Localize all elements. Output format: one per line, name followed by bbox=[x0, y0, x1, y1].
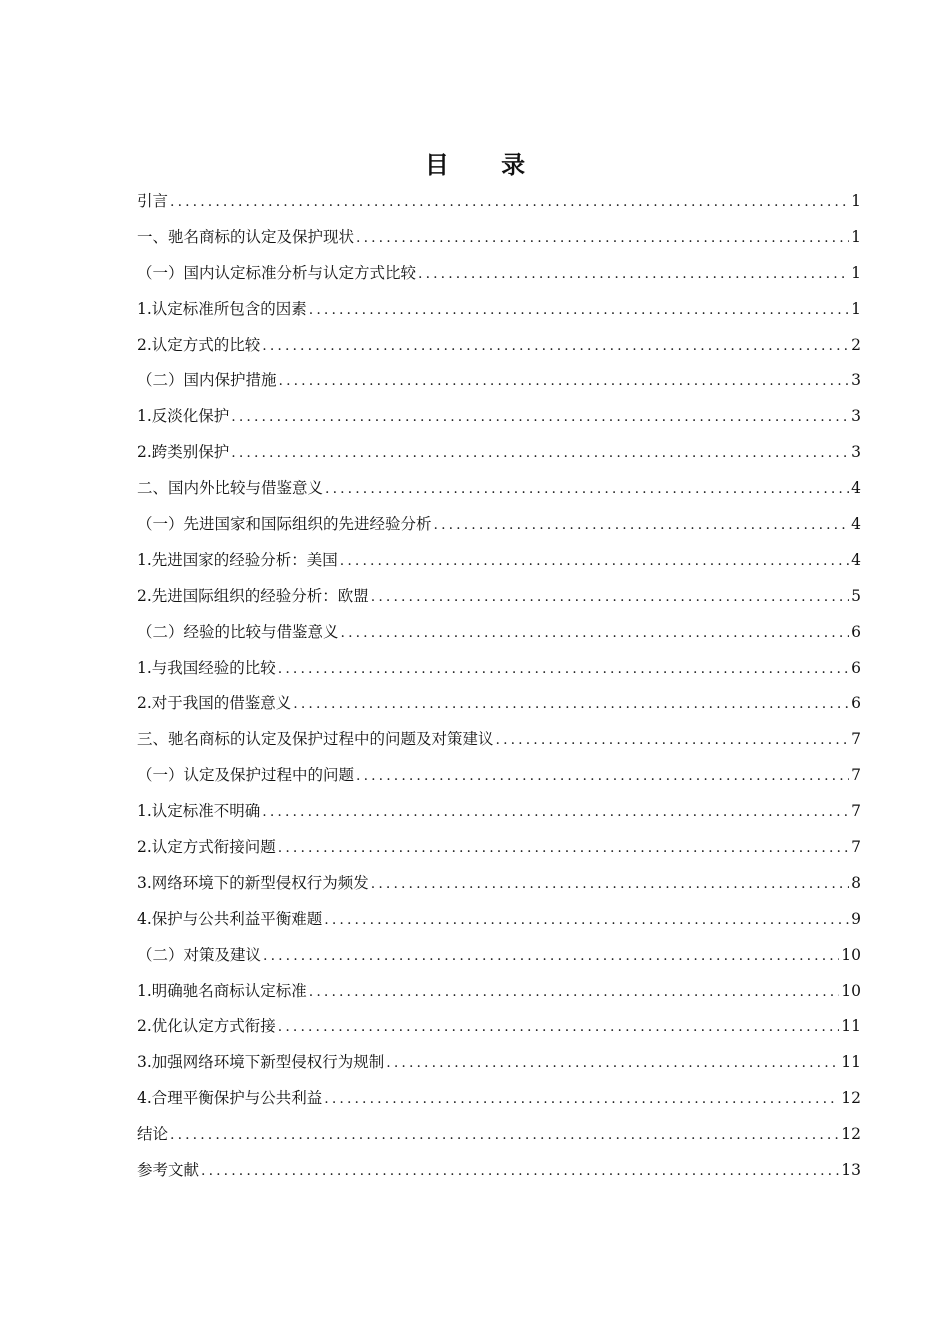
toc-entry[interactable] bbox=[137, 902, 861, 938]
toc-entry-page-number: 7 bbox=[851, 730, 861, 749]
toc-entry[interactable] bbox=[137, 974, 861, 1010]
toc-entry-label: 1.先进国家的经验分析：美国 bbox=[137, 550, 338, 569]
toc-entry[interactable] bbox=[137, 579, 861, 615]
toc-entry-label: 2.先进国际组织的经验分析：欧盟 bbox=[137, 586, 369, 605]
dot-leader bbox=[325, 472, 849, 508]
toc-entry[interactable] bbox=[137, 363, 861, 399]
dot-leader bbox=[170, 185, 849, 221]
toc-entry-label: 二、国内外比较与借鉴意义 bbox=[137, 479, 324, 498]
toc-entry[interactable] bbox=[137, 184, 861, 220]
toc-entry-page-number: 1 bbox=[851, 263, 861, 282]
toc-entry-page-number: 6 bbox=[851, 694, 861, 713]
toc-entry-page-number: 6 bbox=[851, 658, 861, 677]
toc-entry-page-number: 3 bbox=[851, 407, 861, 426]
toc-entry-label: 4.合理平衡保护与公共利益 bbox=[137, 1089, 323, 1108]
toc-entry-page-number: 8 bbox=[851, 873, 861, 892]
toc-entry-label: 4.保护与公共利益平衡难题 bbox=[137, 909, 323, 928]
toc-entry[interactable] bbox=[137, 1153, 861, 1189]
toc-entry[interactable] bbox=[137, 471, 861, 507]
toc-entry[interactable] bbox=[137, 830, 861, 866]
toc-entry[interactable] bbox=[137, 399, 861, 435]
toc-entry-page-number: 7 bbox=[851, 838, 861, 857]
dot-leader bbox=[231, 400, 849, 436]
toc-entry-page-number: 12 bbox=[841, 1125, 861, 1144]
dot-leader bbox=[293, 687, 849, 723]
toc-entry[interactable] bbox=[137, 1117, 861, 1153]
dot-leader bbox=[324, 903, 849, 939]
toc-entry[interactable] bbox=[137, 1009, 861, 1045]
toc-entry[interactable] bbox=[137, 292, 861, 328]
toc-entry[interactable] bbox=[137, 256, 861, 292]
toc-entry[interactable] bbox=[137, 794, 861, 830]
toc-entry-label: 2.认定方式衔接问题 bbox=[137, 838, 276, 857]
dot-leader bbox=[278, 652, 849, 688]
toc-entry-label: 3.加强网络环境下新型侵权行为规制 bbox=[137, 1053, 385, 1072]
dot-leader bbox=[371, 580, 849, 616]
toc-entry-label: 一、驰名商标的认定及保护现状 bbox=[137, 227, 355, 246]
dot-leader bbox=[278, 1010, 839, 1046]
toc-entry[interactable] bbox=[137, 507, 861, 543]
toc-entry-label: 参考文献 bbox=[137, 1161, 200, 1180]
toc-entry-label: 3.网络环境下的新型侵权行为频发 bbox=[137, 873, 369, 892]
dot-leader bbox=[309, 975, 839, 1011]
dot-leader bbox=[356, 221, 849, 257]
toc-entry-label: 三、驰名商标的认定及保护过程中的问题及对策建议 bbox=[137, 730, 494, 749]
toc-entry[interactable] bbox=[137, 722, 861, 758]
toc-entry-page-number: 11 bbox=[841, 1017, 861, 1036]
toc-entry-page-number: 9 bbox=[851, 909, 861, 928]
toc-entry-page-number: 10 bbox=[841, 981, 861, 1000]
dot-leader bbox=[496, 723, 849, 759]
toc-entry-page-number: 4 bbox=[851, 515, 861, 534]
toc-entry[interactable] bbox=[137, 615, 861, 651]
dot-leader bbox=[201, 1154, 839, 1190]
toc-entry-label: 1.认定标准所包含的因素 bbox=[137, 299, 307, 318]
toc-entry-label: （一）认定及保护过程中的问题 bbox=[137, 766, 355, 785]
dot-leader bbox=[371, 867, 849, 903]
dot-leader bbox=[434, 508, 849, 544]
toc-entry[interactable] bbox=[137, 220, 861, 256]
toc-entry-label: 引言 bbox=[137, 192, 169, 210]
dot-leader bbox=[418, 257, 849, 293]
dot-leader bbox=[341, 616, 849, 652]
toc-entry-label: 2.优化认定方式衔接 bbox=[137, 1017, 276, 1036]
dot-leader bbox=[356, 759, 849, 795]
toc-entry-page-number: 3 bbox=[851, 443, 861, 462]
dot-leader bbox=[278, 831, 849, 867]
dot-leader bbox=[340, 544, 849, 580]
toc-entry-page-number: 2 bbox=[851, 335, 861, 354]
toc-entry-label: （二）国内保护措施 bbox=[137, 371, 277, 390]
toc-entry[interactable] bbox=[137, 866, 861, 902]
dot-leader bbox=[231, 436, 849, 472]
dot-leader bbox=[263, 939, 839, 975]
toc-entry-page-number: 3 bbox=[851, 371, 861, 390]
toc-entry-page-number: 10 bbox=[841, 945, 861, 964]
dot-leader bbox=[386, 1046, 839, 1082]
dot-leader bbox=[170, 1118, 839, 1154]
toc-entry-label: 2.对于我国的借鉴意义 bbox=[137, 694, 292, 713]
toc-entry[interactable] bbox=[137, 543, 861, 579]
toc-entry-page-number: 12 bbox=[841, 1089, 861, 1108]
toc-entry-page-number: 1 bbox=[851, 227, 861, 246]
toc-entry[interactable] bbox=[137, 1045, 861, 1081]
toc-entry-label: （二）经验的比较与借鉴意义 bbox=[137, 622, 339, 641]
toc-entry-page-number: 4 bbox=[851, 550, 861, 569]
toc-entry-label: （一）国内认定标准分析与认定方式比较 bbox=[137, 263, 417, 282]
dot-leader bbox=[309, 293, 849, 329]
toc-entry-page-number: 11 bbox=[841, 1053, 861, 1072]
toc-entry-label: 1.认定标准不明确 bbox=[137, 802, 261, 821]
toc-entry-label: 2.跨类别保护 bbox=[137, 443, 230, 462]
toc-entry[interactable] bbox=[137, 435, 861, 471]
dot-leader bbox=[262, 795, 849, 831]
toc-entry-page-number: 1 bbox=[851, 299, 861, 318]
toc-entry[interactable] bbox=[137, 686, 861, 722]
toc-entry-page-number: 4 bbox=[851, 479, 861, 498]
toc-entry-page-number: 6 bbox=[851, 622, 861, 641]
toc-entry-page-number: 13 bbox=[841, 1161, 861, 1180]
toc-entry-page-number: 7 bbox=[851, 766, 861, 785]
toc-entry-label: 结论 bbox=[137, 1125, 169, 1144]
toc-entry[interactable] bbox=[137, 938, 861, 974]
table-of-contents bbox=[137, 184, 861, 1189]
dot-leader bbox=[262, 329, 849, 365]
toc-entry[interactable] bbox=[137, 758, 861, 794]
toc-entry-page-number: 7 bbox=[851, 802, 861, 821]
toc-entry-label: 1.与我国经验的比较 bbox=[137, 658, 276, 677]
toc-entry[interactable] bbox=[137, 1081, 861, 1117]
toc-entry-label: 1.明确驰名商标认定标准 bbox=[137, 981, 307, 1000]
toc-entry[interactable] bbox=[137, 651, 861, 687]
toc-title: 目 录 bbox=[424, 151, 548, 179]
toc-entry-page-number: 1 bbox=[851, 192, 861, 210]
toc-entry-label: （一）先进国家和国际组织的先进经验分析 bbox=[137, 515, 432, 534]
toc-entry-label: （二）对策及建议 bbox=[137, 945, 262, 964]
toc-entry-page-number: 5 bbox=[851, 586, 861, 605]
dot-leader bbox=[279, 364, 849, 400]
dot-leader bbox=[324, 1082, 839, 1118]
toc-entry-label: 2.认定方式的比较 bbox=[137, 335, 261, 354]
toc-entry-label: 1.反淡化保护 bbox=[137, 407, 230, 426]
toc-entry[interactable] bbox=[137, 328, 861, 364]
